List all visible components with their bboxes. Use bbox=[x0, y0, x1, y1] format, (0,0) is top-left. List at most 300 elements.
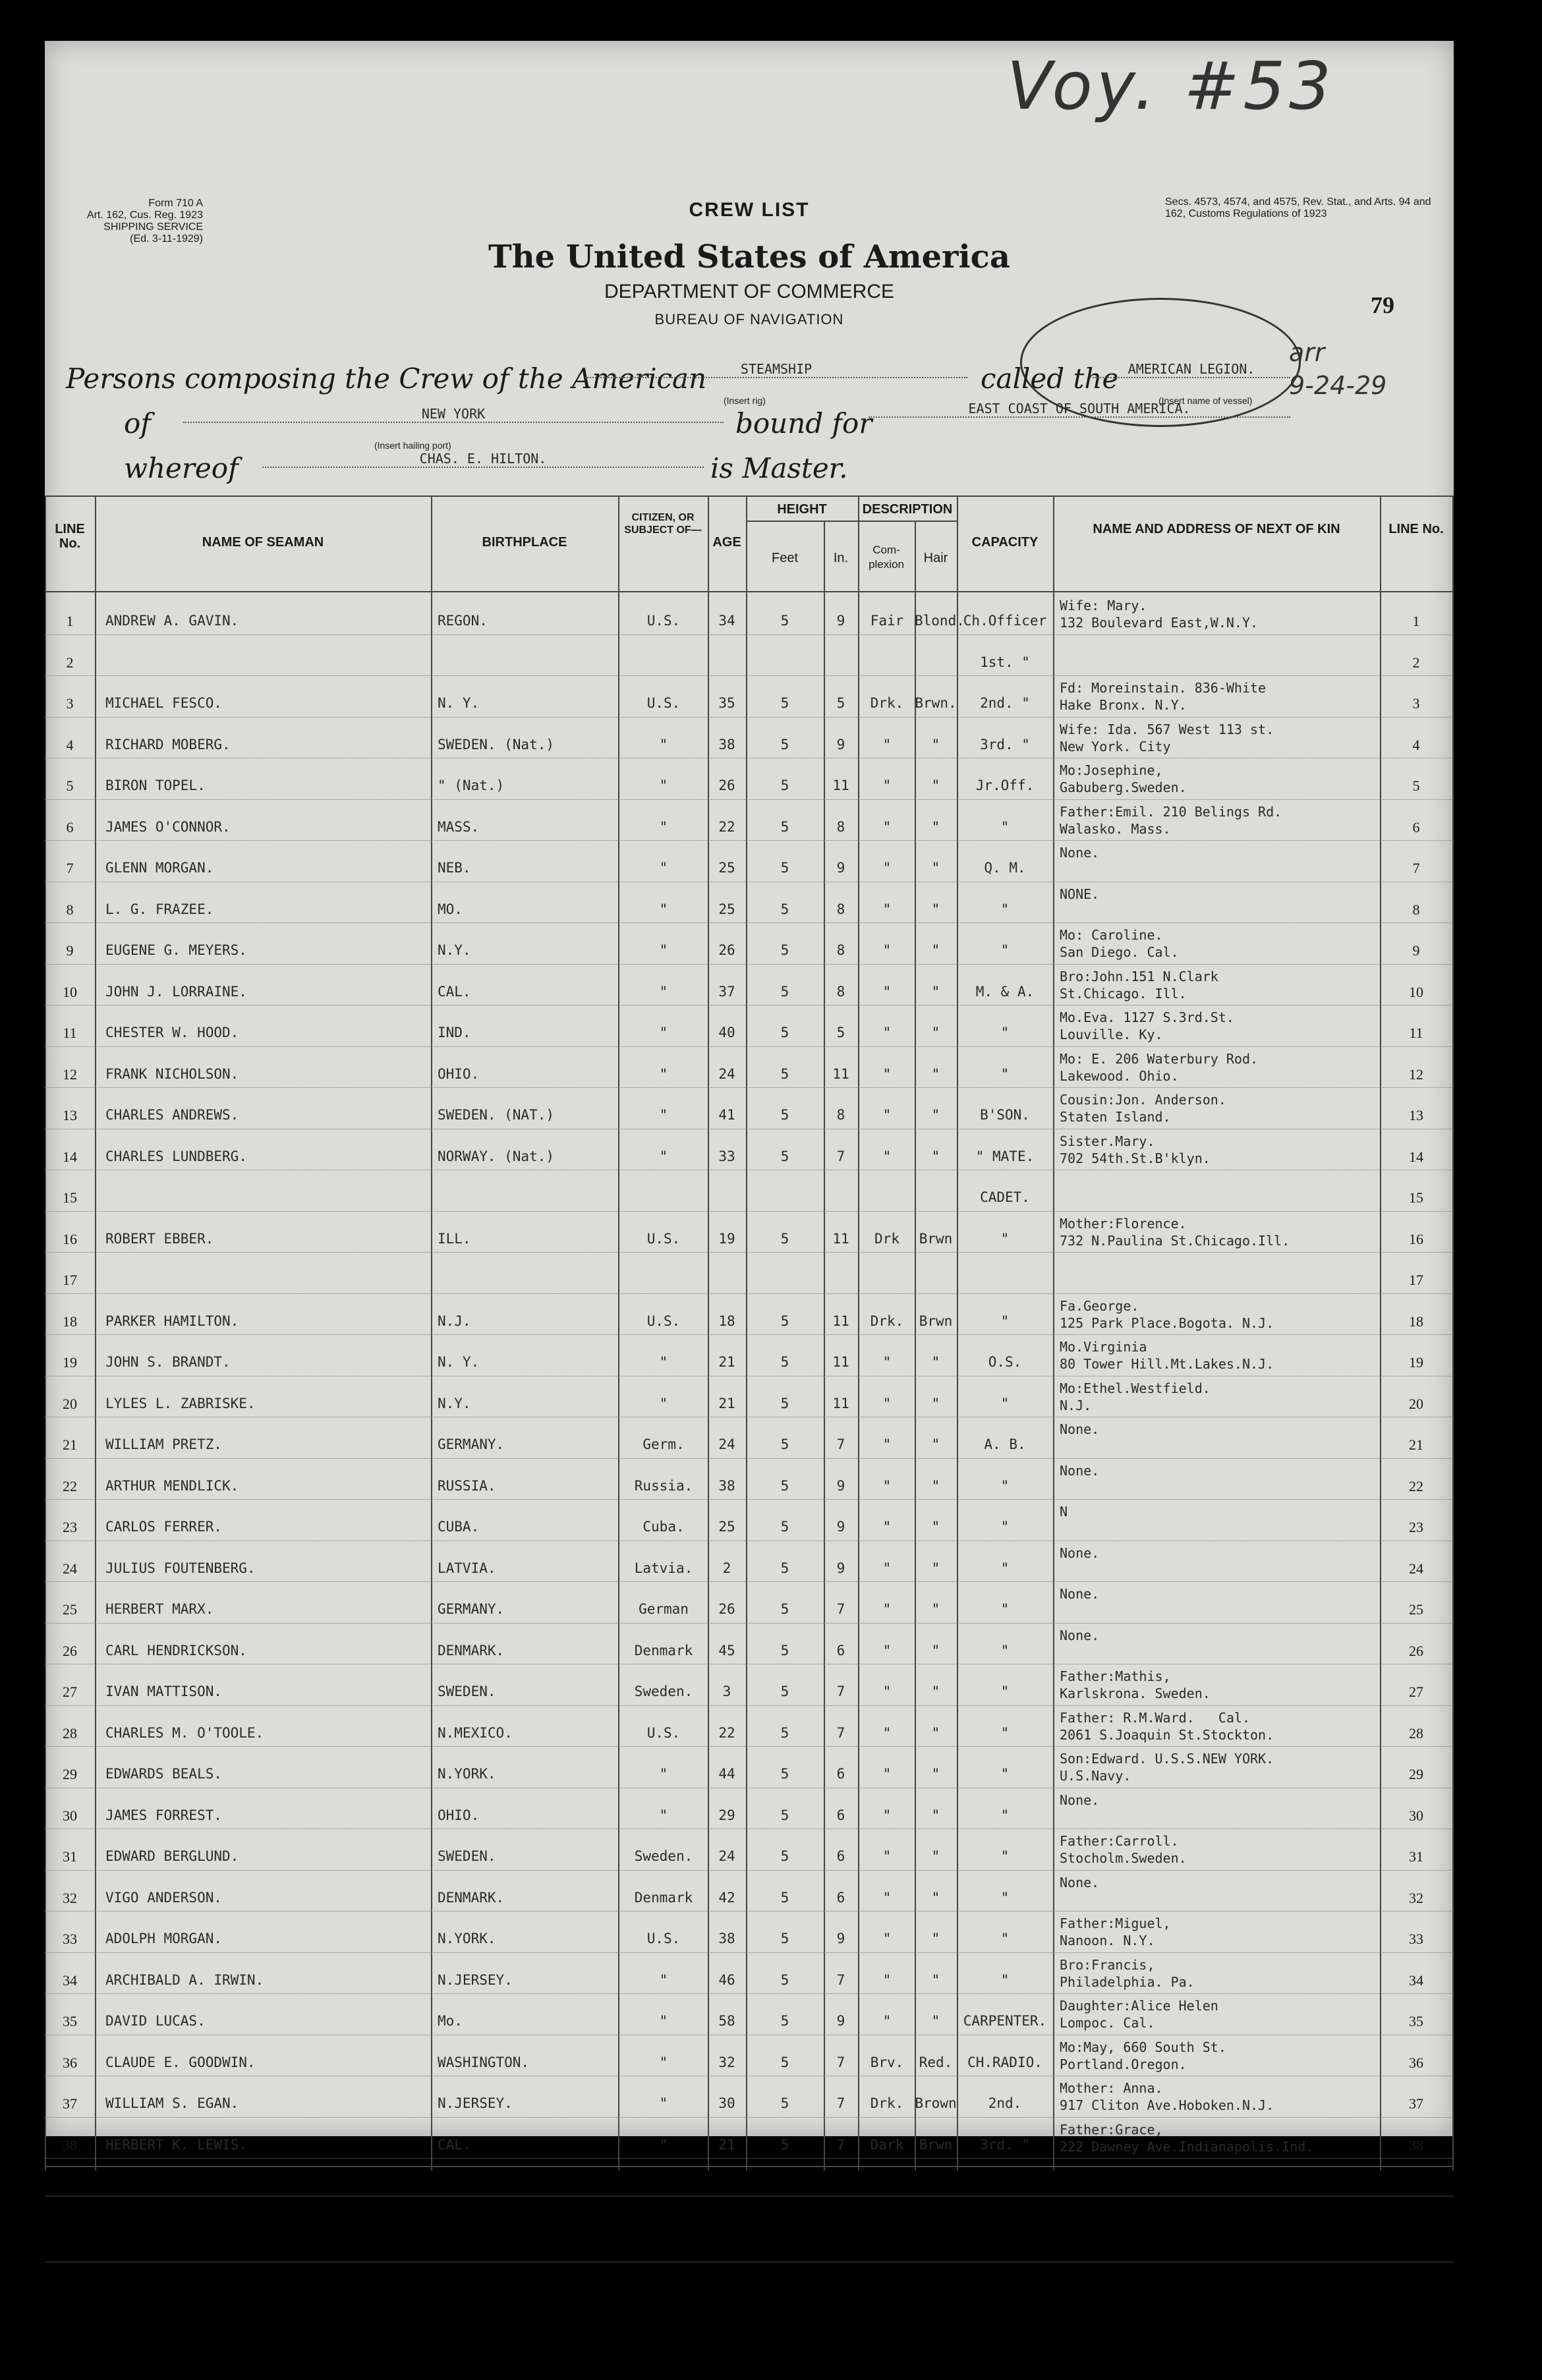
height-feet: 5 bbox=[780, 2095, 789, 2111]
next-of-kin: Father:Carroll. Stocholm.Sweden. bbox=[1060, 1833, 1187, 1866]
line-number: 13 bbox=[63, 1107, 77, 1123]
hair: Brwn bbox=[919, 1230, 953, 1247]
birthplace: GERMANY. bbox=[438, 1436, 505, 1452]
seaman-name: DAVID LUCAS. bbox=[105, 2013, 206, 2029]
birthplace: IND. bbox=[438, 1025, 471, 1040]
complexion: " bbox=[882, 736, 892, 752]
vessel-caption: (Insert name of vessel) bbox=[1158, 395, 1253, 406]
birthplace: N.YORK. bbox=[438, 1766, 496, 1782]
line-number: 37 bbox=[63, 2095, 77, 2112]
seaman-name: IVAN MATTISON. bbox=[105, 1684, 223, 1699]
age: 29 bbox=[718, 1807, 735, 1823]
line-number-right: 13 bbox=[1409, 1107, 1423, 1123]
citizenship: U.S. bbox=[646, 695, 681, 711]
seaman-name: HERBERT K. LEWIS. bbox=[105, 2136, 247, 2153]
height-inches: 7 bbox=[836, 2136, 845, 2153]
capacity: CARPENTER. bbox=[963, 2013, 1047, 2029]
age: 40 bbox=[718, 1025, 735, 1040]
line-number: 33 bbox=[63, 1931, 77, 1947]
age: 25 bbox=[718, 1519, 735, 1535]
line-number: 20 bbox=[63, 1395, 77, 1412]
hair: Brwn. bbox=[915, 695, 957, 711]
complexion: " bbox=[882, 1436, 892, 1452]
line-number: 17 bbox=[63, 1272, 77, 1288]
called-the-label: called the bbox=[981, 362, 1119, 395]
capacity: CH.RADIO. bbox=[967, 2054, 1042, 2070]
height-feet: 5 bbox=[780, 1065, 789, 1082]
birthplace: MASS. bbox=[438, 818, 480, 835]
line-number: 2 bbox=[66, 654, 74, 671]
next-of-kin: Father:Mathis, Karlskrona. Sweden. bbox=[1060, 1668, 1211, 1701]
line-number: 30 bbox=[63, 1807, 77, 1824]
col-age-header: AGE bbox=[712, 535, 741, 550]
row-divider bbox=[45, 1952, 1454, 1953]
height-feet: 5 bbox=[780, 1848, 789, 1864]
seaman-name: FRANK NICHOLSON. bbox=[105, 1065, 239, 1082]
capacity: " bbox=[1000, 1642, 1010, 1658]
capacity: A. B. bbox=[984, 1436, 1026, 1452]
hair: " bbox=[931, 1931, 940, 1946]
crew-list-document bbox=[45, 41, 1454, 2155]
line-number-right: 35 bbox=[1409, 2013, 1423, 2029]
capacity: " bbox=[1000, 1313, 1010, 1329]
form-reference: Form 710 A Art. 162, Cus. Reg. 1923 SHIPPING SERVICE (Ed. 3-11-1929) bbox=[86, 198, 203, 244]
reverse-side-bleed-through bbox=[45, 2182, 1454, 2294]
line-number-right: 9 bbox=[1412, 942, 1420, 959]
age: 41 bbox=[718, 1107, 735, 1123]
line-number-right: 28 bbox=[1409, 1724, 1423, 1742]
line-number-right: 17 bbox=[1409, 1272, 1423, 1288]
birthplace: NEB. bbox=[438, 860, 471, 876]
next-of-kin: Father:Miguel, Nanoon. N.Y. bbox=[1060, 1915, 1171, 1948]
next-of-kin: Father:Grace, 222 Dawney Ave.Indianapolis.Ind. bbox=[1060, 2121, 1314, 2155]
hair: Brwn bbox=[919, 2136, 953, 2153]
height-feet: 5 bbox=[780, 942, 789, 958]
seaman-name: ADOLPH MORGAN. bbox=[105, 1931, 223, 1946]
col-inches-header: In. bbox=[833, 551, 849, 565]
capacity: " bbox=[1000, 1395, 1010, 1411]
complexion: Drk. bbox=[870, 1313, 904, 1329]
next-of-kin: None. bbox=[1060, 1586, 1100, 1602]
row-divider bbox=[45, 2158, 1454, 2159]
next-of-kin: None. bbox=[1060, 1544, 1100, 1561]
citizenship: " bbox=[659, 1148, 668, 1164]
capacity: B'SON. bbox=[980, 1107, 1030, 1123]
department-title: DEPARTMENT OF COMMERCE bbox=[604, 281, 895, 302]
birthplace: RUSSIA. bbox=[438, 1477, 496, 1494]
citizenship: " bbox=[659, 860, 668, 876]
age: 26 bbox=[718, 942, 735, 958]
age: 34 bbox=[718, 613, 735, 629]
complexion: " bbox=[882, 1807, 892, 1823]
citizenship: U.S. bbox=[646, 1230, 681, 1247]
birthplace: N.J. bbox=[438, 1313, 471, 1329]
col-line-right-header: LINE No. bbox=[1388, 522, 1444, 536]
capacity: O.S. bbox=[988, 1354, 1022, 1370]
line-number: 14 bbox=[63, 1148, 77, 1165]
height-feet: 5 bbox=[780, 983, 789, 1000]
height-feet: 5 bbox=[780, 1642, 789, 1658]
hair: Red. bbox=[919, 2054, 953, 2070]
next-of-kin: None. bbox=[1060, 1627, 1100, 1643]
citizenship: Denmark bbox=[634, 1889, 693, 1906]
citizenship: Sweden. bbox=[634, 1684, 693, 1699]
line-number-right: 18 bbox=[1409, 1313, 1423, 1330]
citizenship: " bbox=[659, 2095, 668, 2111]
age: 2 bbox=[722, 1560, 731, 1576]
complexion: " bbox=[882, 1395, 892, 1411]
next-of-kin: Wife: Ida. 567 West 113 st. New York. City bbox=[1060, 721, 1274, 754]
birthplace: N.JERSEY. bbox=[438, 2095, 513, 2111]
line-number: 25 bbox=[63, 1601, 77, 1618]
birthplace: REGON. bbox=[438, 613, 488, 629]
age: 22 bbox=[718, 1724, 735, 1741]
line-number: 32 bbox=[63, 1889, 77, 1906]
row-divider bbox=[45, 2117, 1454, 2118]
next-of-kin: None. bbox=[1060, 1874, 1100, 1890]
seaman-name: WILLIAM S. EGAN. bbox=[105, 2095, 239, 2111]
hair: " bbox=[931, 1642, 940, 1658]
seaman-name: JAMES O'CONNOR. bbox=[105, 818, 231, 835]
line-number-right: 16 bbox=[1409, 1230, 1423, 1247]
line-number: 24 bbox=[63, 1560, 77, 1577]
crew-table bbox=[45, 496, 1454, 2170]
sheet-number: 79 bbox=[1371, 292, 1394, 318]
row-divider bbox=[45, 799, 1454, 800]
height-inches: 6 bbox=[836, 1848, 845, 1864]
height-inches: 6 bbox=[836, 1889, 845, 1906]
citizenship: " bbox=[659, 2013, 668, 2029]
height-inches: 7 bbox=[836, 2054, 845, 2070]
next-of-kin: Mother:Florence. 732 N.Paulina St.Chicago.Ill. bbox=[1060, 1215, 1290, 1249]
capacity: 2nd. bbox=[988, 2095, 1022, 2111]
age: 45 bbox=[718, 1642, 735, 1658]
capacity: " bbox=[1000, 1230, 1010, 1247]
hair: " bbox=[931, 901, 940, 917]
line-number: 5 bbox=[66, 778, 74, 794]
seaman-name: CARL HENDRICKSON. bbox=[105, 1642, 247, 1658]
height-inches: 11 bbox=[832, 1354, 849, 1370]
complexion: " bbox=[882, 1477, 892, 1494]
statute-reference: Secs. 4573, 4574, and 4575, Rev. Stat., and Arts. 94 and 162, Customs Regulations of 1923 bbox=[1165, 196, 1431, 219]
complexion: " bbox=[882, 1931, 892, 1946]
age: 26 bbox=[718, 1601, 735, 1617]
complexion: Dark bbox=[870, 2136, 904, 2153]
capacity: Jr.Off. bbox=[975, 778, 1035, 793]
col-birthplace-header: BIRTHPLACE bbox=[482, 535, 567, 550]
next-of-kin: Bro:Francis, Philadelphia. Pa. bbox=[1060, 1956, 1195, 1990]
line-number: 3 bbox=[66, 695, 74, 712]
birthplace: ILL. bbox=[438, 1230, 471, 1247]
seaman-name: CHARLES LUNDBERG. bbox=[105, 1148, 247, 1164]
line-number-right: 19 bbox=[1409, 1354, 1423, 1371]
age: 24 bbox=[718, 1848, 735, 1864]
next-of-kin: Mo:May, 660 South St. Portland.Oregon. bbox=[1060, 2039, 1226, 2072]
capacity: " bbox=[1000, 1971, 1010, 1988]
height-inches: 8 bbox=[836, 901, 845, 917]
hair: " bbox=[931, 1848, 940, 1864]
next-of-kin: Mo: E. 206 Waterbury Rod. Lakewood. Ohio. bbox=[1060, 1050, 1259, 1084]
capacity: " bbox=[1000, 1065, 1010, 1082]
complexion: " bbox=[882, 942, 892, 958]
height-feet: 5 bbox=[780, 2054, 789, 2070]
height-inches: 9 bbox=[836, 1931, 845, 1946]
line-number: 9 bbox=[66, 942, 74, 959]
birthplace: N.Y. bbox=[438, 942, 471, 958]
next-of-kin: Father:Emil. 210 Belings Rd. Walasko. Mass. bbox=[1060, 803, 1282, 837]
height-feet: 5 bbox=[780, 1971, 789, 1988]
seaman-name: HERBERT MARX. bbox=[105, 1601, 214, 1617]
capacity: " bbox=[1000, 1931, 1010, 1946]
line-number-right: 5 bbox=[1412, 778, 1420, 794]
height-feet: 5 bbox=[780, 1724, 789, 1741]
line-number: 38 bbox=[63, 2136, 77, 2153]
line-number-right: 32 bbox=[1409, 1889, 1423, 1906]
next-of-kin: NONE. bbox=[1060, 886, 1100, 902]
birthplace: N.MEXICO. bbox=[438, 1724, 513, 1741]
hair: " bbox=[931, 1766, 940, 1782]
height-inches: 8 bbox=[836, 1107, 845, 1123]
citizenship: Denmark bbox=[634, 1642, 693, 1658]
next-of-kin: Daughter:Alice Helen Lompoc. Cal. bbox=[1060, 1998, 1218, 2031]
birthplace: N. Y. bbox=[438, 695, 480, 711]
col-citizen-header: CITIZEN, OR SUBJECT OF— bbox=[624, 512, 702, 536]
complexion: " bbox=[882, 778, 892, 793]
seaman-name: ANDREW A. GAVIN. bbox=[105, 613, 239, 629]
next-of-kin: None. bbox=[1060, 1421, 1100, 1437]
capacity: " MATE. bbox=[975, 1148, 1035, 1164]
height-feet: 5 bbox=[780, 1148, 789, 1164]
complexion: Brv. bbox=[870, 2054, 904, 2070]
birthplace: N.Y. bbox=[438, 1395, 471, 1411]
capacity: " bbox=[1000, 1684, 1010, 1699]
hair: " bbox=[931, 1807, 940, 1823]
next-of-kin: Wife: Mary. 132 Boulevard East,W.N.Y. bbox=[1060, 598, 1259, 631]
birthplace: NORWAY. (Nat.) bbox=[438, 1148, 555, 1164]
line-number-right: 3 bbox=[1412, 695, 1420, 712]
height-inches: 7 bbox=[836, 1724, 845, 1741]
capacity: " bbox=[1000, 901, 1010, 917]
hair: " bbox=[931, 860, 940, 876]
height-feet: 5 bbox=[780, 1230, 789, 1247]
line-number-right: 38 bbox=[1409, 2136, 1423, 2153]
height-inches: 9 bbox=[836, 613, 845, 629]
birthplace: OHIO. bbox=[438, 1065, 480, 1082]
row-divider bbox=[45, 1293, 1454, 1294]
row-divider bbox=[45, 1705, 1454, 1706]
birthplace: SWEDEN. bbox=[438, 1684, 496, 1699]
age: 24 bbox=[718, 1436, 735, 1452]
line-number-right: 1 bbox=[1412, 613, 1420, 629]
citizenship: Germ. bbox=[642, 1436, 685, 1452]
complexion: " bbox=[882, 1848, 892, 1864]
age: 22 bbox=[718, 818, 735, 835]
hair: " bbox=[931, 1065, 940, 1082]
citizenship: Sweden. bbox=[634, 1848, 693, 1864]
age: 21 bbox=[718, 1395, 735, 1411]
country-title: The United States of America bbox=[488, 239, 1011, 275]
row-divider bbox=[45, 1046, 1454, 1047]
line-number-right: 31 bbox=[1409, 1848, 1423, 1865]
line-number: 4 bbox=[66, 736, 74, 753]
next-of-kin: None. bbox=[1060, 1792, 1100, 1808]
col-name-header: NAME OF SEAMAN bbox=[202, 535, 324, 550]
height-inches: 7 bbox=[836, 1601, 845, 1617]
capacity: " bbox=[1000, 1848, 1010, 1864]
age: 38 bbox=[718, 736, 735, 752]
master-field: CHAS. E. HILTON. bbox=[262, 451, 704, 468]
seaman-name: CHARLES ANDREWS. bbox=[105, 1107, 239, 1123]
next-of-kin: Fa.George. 125 Park Place.Bogota. N.J. bbox=[1060, 1297, 1274, 1331]
line-number: 28 bbox=[63, 1724, 77, 1742]
citizenship: " bbox=[659, 818, 668, 835]
hair: Blond. bbox=[915, 613, 965, 629]
height-feet: 5 bbox=[780, 1477, 789, 1494]
persons-label: Persons composing the Crew of the American bbox=[66, 362, 707, 395]
destination-field: EAST COAST OF SOUTH AMERICA. bbox=[869, 401, 1290, 418]
line-number-right: 29 bbox=[1409, 1766, 1423, 1782]
col-feet-header: Feet bbox=[771, 551, 799, 565]
height-feet: 5 bbox=[780, 778, 789, 793]
hair: " bbox=[931, 1684, 940, 1699]
age: 19 bbox=[718, 1230, 735, 1247]
seaman-name: VIGO ANDERSON. bbox=[105, 1889, 223, 1906]
row-divider bbox=[45, 1211, 1454, 1212]
citizenship: " bbox=[659, 778, 668, 793]
col-description-header: DESCRIPTION bbox=[862, 502, 953, 517]
capacity: Q. M. bbox=[984, 860, 1026, 876]
is-master-label: is Master. bbox=[710, 452, 848, 484]
capacity: " bbox=[1000, 1519, 1010, 1535]
hair: " bbox=[931, 1354, 940, 1370]
rig-caption: (Insert rig) bbox=[724, 395, 766, 406]
height-feet: 5 bbox=[780, 1395, 789, 1411]
col-height-header: HEIGHT bbox=[777, 502, 827, 517]
line-number-right: 11 bbox=[1409, 1025, 1423, 1041]
row-divider bbox=[45, 1870, 1454, 1871]
hair: " bbox=[931, 983, 940, 1000]
hair: " bbox=[931, 1436, 940, 1452]
height-inches: 9 bbox=[836, 860, 845, 876]
hair: " bbox=[931, 1724, 940, 1741]
citizenship: Russia. bbox=[634, 1477, 693, 1494]
citizenship: German bbox=[639, 1601, 689, 1617]
birthplace: CAL. bbox=[438, 983, 471, 1000]
next-of-kin: Mo.Virginia 80 Tower Hill.Mt.Lakes.N.J. bbox=[1060, 1339, 1274, 1372]
age: 46 bbox=[718, 1971, 735, 1988]
citizenship: " bbox=[659, 2054, 668, 2070]
age: 3 bbox=[722, 1684, 731, 1699]
capacity: CADET. bbox=[980, 1189, 1030, 1205]
citizenship: U.S. bbox=[646, 1313, 681, 1329]
capacity: M. & A. bbox=[975, 983, 1035, 1000]
capacity: " bbox=[1000, 1807, 1010, 1823]
seaman-name: JULIUS FOUTENBERG. bbox=[105, 1560, 256, 1576]
citizenship: U.S. bbox=[646, 1931, 681, 1946]
citizenship: Latvia. bbox=[634, 1560, 693, 1576]
port-caption: (Insert hailing port) bbox=[374, 440, 451, 451]
line-number: 31 bbox=[63, 1848, 77, 1865]
birthplace: CAL. bbox=[438, 2136, 471, 2153]
line-number: 35 bbox=[63, 2013, 77, 2029]
bureau-title: BUREAU OF NAVIGATION bbox=[654, 311, 844, 327]
seaman-name: CLAUDE E. GOODWIN. bbox=[105, 2054, 256, 2070]
line-number-right: 23 bbox=[1409, 1519, 1423, 1535]
line-number: 26 bbox=[63, 1642, 77, 1659]
col-kin-header: NAME AND ADDRESS OF NEXT OF KIN bbox=[1093, 522, 1340, 536]
seaman-name: LYLES L. ZABRISKE. bbox=[105, 1395, 256, 1411]
birthplace: N.YORK. bbox=[438, 1931, 496, 1946]
row-divider bbox=[45, 964, 1454, 965]
citizenship: " bbox=[659, 942, 668, 958]
seaman-name: PARKER HAMILTON. bbox=[105, 1313, 239, 1329]
height-inches: 8 bbox=[836, 818, 845, 835]
height-inches: 9 bbox=[836, 1519, 845, 1535]
seaman-name: EDWARDS BEALS. bbox=[105, 1766, 223, 1782]
height-inches: 7 bbox=[836, 1684, 845, 1699]
row-divider bbox=[45, 1911, 1454, 1912]
complexion: Fair bbox=[870, 613, 904, 629]
height-inches: 7 bbox=[836, 2095, 845, 2111]
complexion: " bbox=[882, 1065, 892, 1082]
row-divider bbox=[45, 717, 1454, 718]
next-of-kin: None. bbox=[1060, 1462, 1100, 1479]
birthplace: DENMARK. bbox=[438, 1642, 505, 1658]
line-number: 34 bbox=[63, 1971, 77, 1989]
form-title: CREW LIST bbox=[689, 199, 810, 221]
complexion: " bbox=[882, 983, 892, 1000]
line-number-right: 37 bbox=[1409, 2095, 1423, 2112]
seaman-name: JOHN S. BRANDT. bbox=[105, 1354, 231, 1370]
row-divider bbox=[45, 1087, 1454, 1088]
height-inches: 11 bbox=[832, 1230, 849, 1247]
seaman-name: ARCHIBALD A. IRWIN. bbox=[105, 1971, 264, 1988]
col-hair-header: Hair bbox=[923, 551, 948, 565]
citizenship: " bbox=[659, 1354, 668, 1370]
capacity: " bbox=[1000, 1601, 1010, 1617]
age: 24 bbox=[718, 1065, 735, 1082]
next-of-kin: Mo: Caroline. San Diego. Cal. bbox=[1060, 927, 1179, 960]
hair: " bbox=[931, 1601, 940, 1617]
row-divider bbox=[45, 1252, 1454, 1253]
height-feet: 5 bbox=[780, 1436, 789, 1452]
hair: " bbox=[931, 942, 940, 958]
complexion: " bbox=[882, 818, 892, 835]
citizenship: " bbox=[659, 1807, 668, 1823]
height-feet: 5 bbox=[780, 818, 789, 835]
vessel-field: AMERICAN LEGION. bbox=[1093, 361, 1290, 378]
whereof-label: whereof bbox=[124, 452, 239, 484]
height-feet: 5 bbox=[780, 1684, 789, 1699]
hair: " bbox=[931, 1148, 940, 1164]
next-of-kin: N bbox=[1060, 1504, 1068, 1519]
complexion: Drk. bbox=[870, 695, 904, 711]
complexion: " bbox=[882, 860, 892, 876]
next-of-kin: Bro:John.151 N.Clark St.Chicago. Ill. bbox=[1060, 968, 1218, 1002]
height-inches: 7 bbox=[836, 1436, 845, 1452]
line-number-right: 36 bbox=[1409, 2054, 1423, 2071]
line-number: 19 bbox=[63, 1354, 77, 1371]
next-of-kin: Sister.Mary. 702 54th.St.B'klyn. bbox=[1060, 1133, 1211, 1166]
age: 38 bbox=[718, 1477, 735, 1494]
hair: Brown bbox=[915, 2095, 957, 2111]
height-inches: 5 bbox=[836, 1025, 845, 1040]
complexion: " bbox=[882, 1519, 892, 1535]
home-port-field: NEW YORK bbox=[183, 406, 724, 423]
line-number-right: 7 bbox=[1412, 860, 1420, 876]
rig-field: STEAMSHIP bbox=[585, 361, 967, 378]
birthplace: " (Nat.) bbox=[438, 778, 505, 793]
